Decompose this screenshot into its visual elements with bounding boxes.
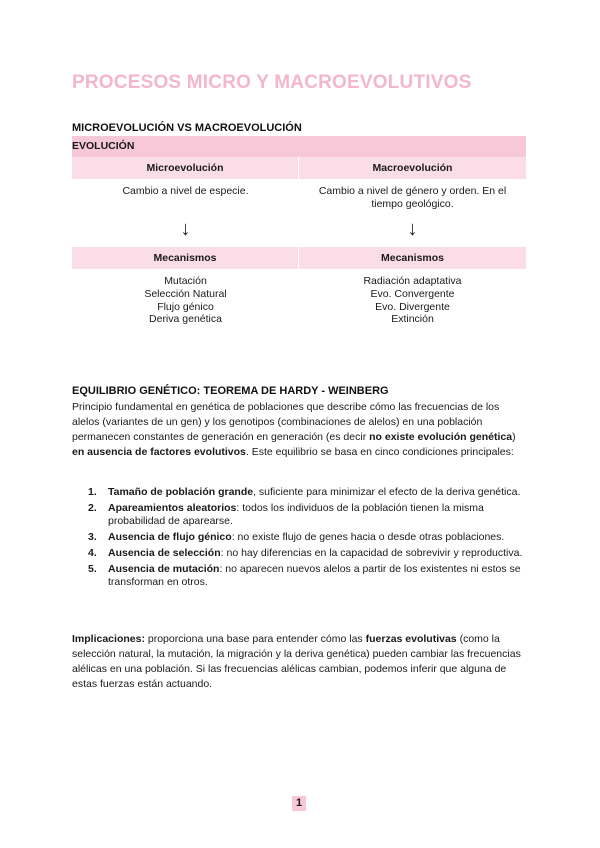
list-item: Deriva genética bbox=[149, 313, 222, 326]
list-item: 3. Ausencia de flujo génico: no existe flujo de genes hacia o desde otras poblaciones. bbox=[88, 531, 505, 543]
page-number: 1 bbox=[292, 796, 306, 811]
list-item: 5. Ausencia de mutación: no aparecen nuevos alelos a partir de los existentes ni estos se transforman en otros. bbox=[88, 563, 521, 588]
mechanisms-header-macro: Mecanismos bbox=[380, 252, 445, 264]
list-item: 4. Ausencia de selección: no hay diferencias en la capacidad de sobrevivir y reproductiva. bbox=[88, 547, 523, 559]
list-item: Flujo génico bbox=[157, 300, 214, 313]
down-arrow-icon: ↓ bbox=[407, 218, 418, 240]
evolution-table bbox=[72, 136, 526, 326]
conditions-list bbox=[88, 486, 528, 592]
mechanisms-header-micro: Mecanismos bbox=[72, 247, 299, 269]
table-column-headers bbox=[72, 157, 526, 179]
list-item: Selección Natural bbox=[144, 287, 227, 300]
mechanisms-header-row bbox=[72, 247, 526, 269]
list-item: Mutación bbox=[164, 275, 207, 287]
column-header-microevolucion: Microevolución bbox=[72, 157, 299, 179]
description-microevolucion: Cambio a nivel de especie. bbox=[122, 185, 249, 197]
section-heading-micro-vs-macro: MICROEVOLUCIÓN VS MACROEVOLUCIÓN bbox=[72, 122, 302, 134]
section-heading-hardy-weinberg: EQUILIBRIO GENÉTICO: TEOREMA DE HARDY - WEINBERG bbox=[72, 385, 389, 397]
arrow-row bbox=[72, 217, 526, 243]
list-item: Radiación adaptativa bbox=[363, 275, 462, 287]
list-item: Evo. Divergente bbox=[375, 300, 450, 313]
list-item: 2. Apareamientos aleatorios: todos los individuos de la población tienen la misma probabilidad de aparearse. bbox=[88, 502, 484, 527]
mechanisms-list-micro bbox=[72, 275, 299, 326]
list-item: Evo. Convergente bbox=[370, 287, 455, 300]
table-description-row bbox=[72, 185, 526, 217]
mechanisms-list-row bbox=[72, 275, 526, 326]
list-item: 1. Tamaño de población grande, suficiente para minimizar el efecto de la deriva genética. bbox=[88, 486, 521, 498]
down-arrow-icon: ↓ bbox=[180, 218, 191, 240]
description-macroevolucion: Cambio a nivel de género y orden. En el tiempo geológico. bbox=[318, 185, 507, 210]
hardy-weinberg-intro: Principio fundamental en genética de poblaciones que describe cómo las frecuencias de los alelos (variantes de un gen) y los genotipos (combinaciones de alelos) en una población permanecen constantes de generación en generación (es decir no existe evolución genética) en ausencia de factores evolutivos. Este equilibrio se basa en cinco condiciones principales: bbox=[72, 401, 516, 458]
implications-paragraph: Implicaciones: proporciona una base para entender cómo las fuerzas evolutivas (como la selección natural, la mutación, la migración y la deriva genética) pueden cambiar las frecuencias alélicas en una población. Si las frecuencias alélicas cambian, podemos inferir que alguna de estas fuerzas están actuando. bbox=[72, 633, 521, 690]
mechanisms-list-macro bbox=[299, 275, 526, 326]
list-item: Extinción bbox=[391, 313, 434, 326]
page-title: PROCESOS MICRO Y MACROEVOLUTIVOS bbox=[72, 72, 472, 93]
column-header-macroevolucion: Macroevolución bbox=[372, 162, 453, 174]
table-header-evolucion: EVOLUCIÓN bbox=[72, 136, 526, 157]
